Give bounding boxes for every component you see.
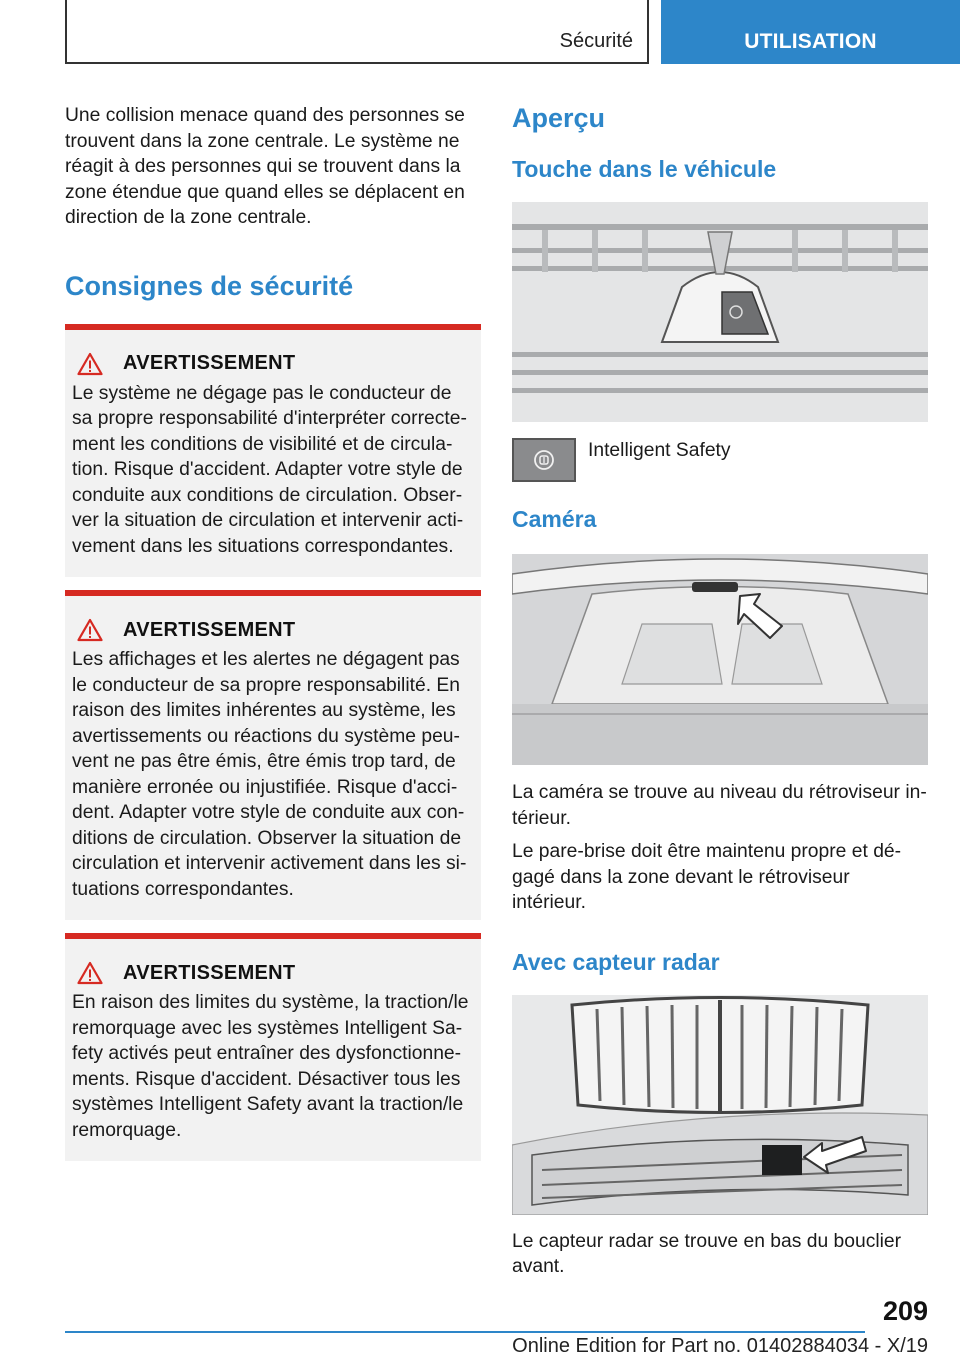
intro-paragraph: Une collision menace quand des personnes se trouvent dans la zone centrale. Le système ne réagit à des personnes qui se trouvent dans la zone étendue que quand elles se déplacent en direction de la zone centrale.	[65, 105, 465, 228]
warning-box-1	[65, 324, 481, 578]
footer-divider	[65, 1331, 865, 1333]
safety-heading: Consignes de sécurité	[65, 270, 354, 301]
footer-edition: Online Edition for Part no. 01402884034 - X/19	[512, 1335, 928, 1357]
page-number: 209	[882, 1296, 928, 1326]
left-column	[65, 103, 481, 1161]
radar-heading: Avec capteur radar	[512, 948, 720, 975]
warning-label-2: AVERTISSEMENT	[123, 618, 296, 641]
warning-label-1: AVERTISSEMENT	[123, 352, 296, 374]
radar-figure	[512, 995, 928, 1215]
intelligent-safety-label: Intelligent Safety	[588, 440, 731, 461]
warning-title-2	[72, 614, 475, 646]
button-figure	[512, 202, 928, 422]
header-section-box	[65, 0, 649, 64]
header-section-title: Sécurité	[559, 30, 633, 52]
header-chapter-title: UTILISATION	[744, 30, 877, 53]
warning-box-3	[65, 933, 481, 1161]
warning-title-3	[72, 957, 475, 989]
radar-text: Le capteur radar se trouve en bas du bouclier avant.	[512, 1230, 902, 1277]
camera-text-1: La caméra se trouve au niveau du rétroviseur intérieur.	[512, 782, 927, 829]
button-in-vehicle-heading: Touche dans le véhicule	[512, 156, 777, 182]
header-chapter-tab	[661, 0, 960, 64]
camera-text-2: Le pare-brise doit être maintenu propre et dégagé dans la zone devant le rétroviseur intérieur.	[512, 841, 902, 913]
overview-heading: Aperçu	[512, 103, 606, 133]
warning-label-3: AVERTISSEMENT	[123, 961, 296, 984]
intelligent-safety-icon	[532, 448, 556, 472]
warning-triangle-icon	[77, 961, 103, 985]
button-legend-row	[512, 438, 928, 482]
warning-text-3: En raison des limites du système, la traction/le remorquage avec les systèmes Intelligent Safety activés peut entraîner des dysfonctionnements. Risque d'accident. Désactiver tous les systèmes Intelligent Safety avant la traction/le remorquage.	[72, 992, 469, 1141]
warning-box-2	[65, 590, 481, 920]
intelligent-safety-button	[512, 438, 576, 482]
warning-title-1	[72, 348, 475, 380]
camera-figure	[512, 554, 928, 765]
warning-text-2: Les affichages et les alertes ne dégagent pas le conducteur de sa propre responsabilité. En raison des limites inhérentes au système, les avertissements ou réactions du système peuvent ne pas être émis, être émis trop tard, de manière erronée ou injustifiée. Risque d'accident. Adapter votre style de conduite aux conditions de circulation. Observer la situation de circulation et intervenir activement dans les situations correspondantes.	[72, 649, 467, 900]
right-column	[512, 103, 928, 1280]
camera-heading: Caméra	[512, 506, 597, 532]
warning-triangle-icon	[77, 618, 103, 642]
warning-text-1: Le système ne dégage pas le conducteur de sa propre responsabilité d'interpréter correctement les conditions de visibilité et de circulation. Risque d'accident. Adapter votre style de conduite aux conditions de circulation. Observer la situation de circulation et intervenir activement dans les situations correspondantes.	[72, 382, 467, 557]
warning-triangle-icon	[77, 352, 103, 376]
